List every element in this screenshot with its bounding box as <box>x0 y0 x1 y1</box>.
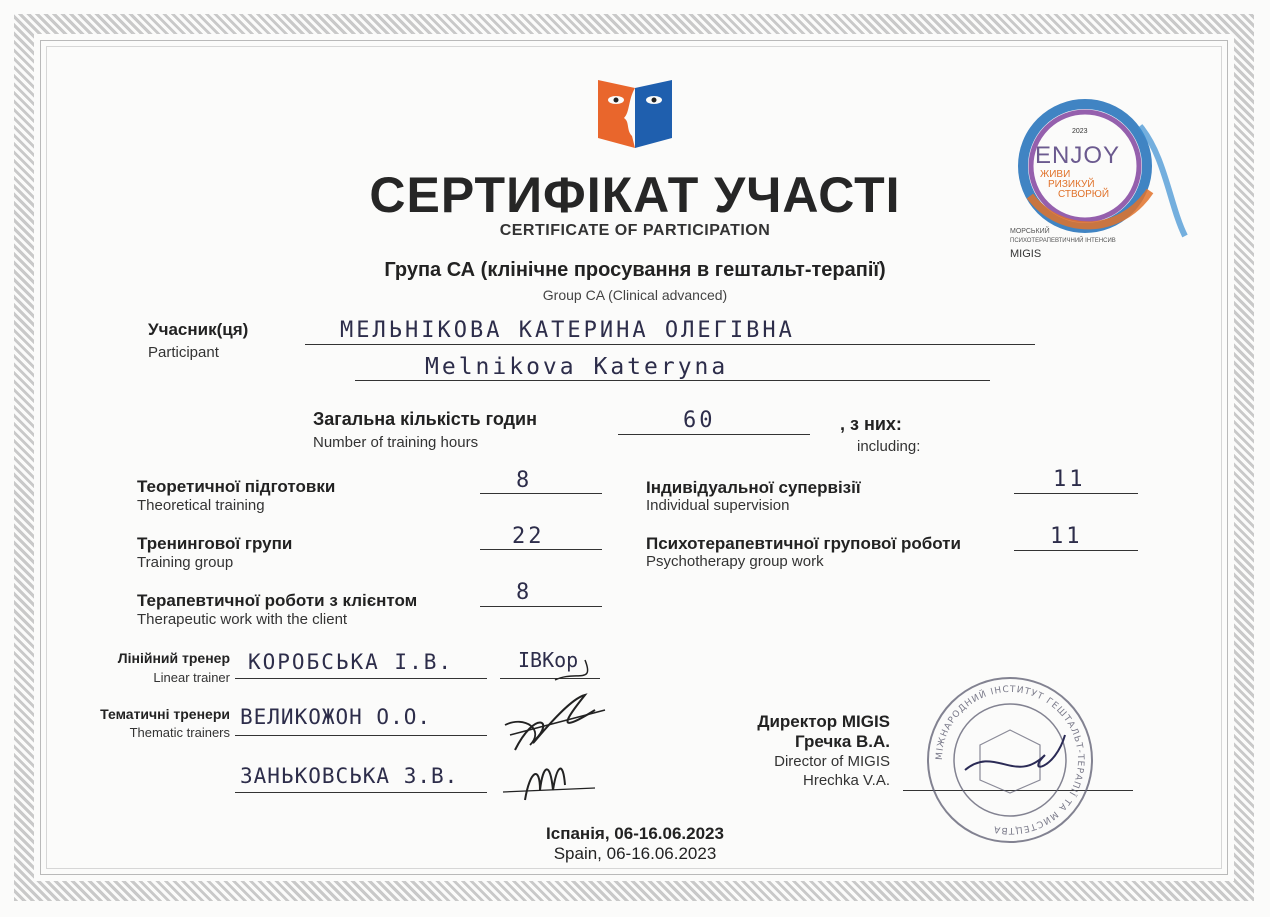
thematic-trainer-line-1 <box>235 735 487 736</box>
badge-caption1: МОРСЬКИЙ <box>1010 228 1050 235</box>
linear-trainer-label-en: Linear trainer <box>153 670 230 685</box>
event-place-date-ua: Іспанія, 06-16.06.2023 <box>546 824 724 843</box>
theory-label-ua: Теоретичної підготовки <box>137 477 336 496</box>
trainer-signatures <box>495 640 625 820</box>
participant-name-ua: МЕЛЬНІКОВА КАТЕРИНА ОЛЕГІВНА <box>340 318 795 343</box>
client-work-label-en: Therapeutic work with the client <box>137 611 348 628</box>
group-work-label-ua: Психотерапевтичної групової роботи <box>646 534 961 553</box>
client-work-value: 8 <box>516 580 533 605</box>
linear-trainer-signature: ІВКор <box>518 648 579 672</box>
group-work-value: 11 <box>1050 524 1083 549</box>
director-title-en: Director of MIGIS <box>774 753 890 770</box>
participant-line-2 <box>355 380 990 381</box>
director-title-ua: Директор MIGIS <box>757 712 890 731</box>
badge-line3: СТВОРЮЙ <box>1058 189 1110 200</box>
hours-of-them-en: including: <box>857 438 921 455</box>
badge-caption3: MIGIS <box>1010 248 1042 260</box>
linear-trainer-name: КОРОБСЬКА І.В. <box>248 650 454 674</box>
badge-year: 2023 <box>1072 128 1088 135</box>
theory-value: 8 <box>516 468 533 493</box>
thematic-trainer-name-2: ЗАНЬКОВСЬКА З.В. <box>240 764 459 788</box>
group-work-label-en: Psychotherapy group work <box>646 553 824 570</box>
supervision-label-ua: Індивідуальної супервізії <box>646 478 861 497</box>
director-name-ua: Гречка В.А. <box>795 732 890 751</box>
certificate-title: СЕРТИФІКАТ УЧАСТІ <box>369 167 901 223</box>
linear-trainer-label-ua: Лінійний тренер <box>117 650 230 666</box>
thematic-trainer-line-2 <box>235 792 487 793</box>
certificate-subtitle: CERTIFICATE OF PARTICIPATION <box>499 222 771 239</box>
theory-line <box>480 493 602 494</box>
group-work-line <box>1014 550 1138 551</box>
linear-trainer-line <box>235 678 487 679</box>
training-group-line <box>480 549 602 550</box>
training-group-value: 22 <box>512 524 545 549</box>
hours-value: 60 <box>683 408 716 433</box>
training-group-label-ua: Тренингової групи <box>137 534 293 553</box>
supervision-value: 11 <box>1053 467 1086 492</box>
group-name-ua: Група СА (клінічне просування в гештальт-терапії) <box>384 259 886 281</box>
badge-line2: РИЗИКУЙ <box>1048 179 1095 190</box>
thematic-trainers-label-ua: Тематичні тренери <box>100 706 230 722</box>
participant-name-en: Melnikova Kateryna <box>425 354 729 380</box>
hours-line <box>618 434 810 435</box>
badge-word: ENJOY <box>1035 142 1121 169</box>
theory-label-en: Theoretical training <box>137 497 265 514</box>
hours-of-them-ua: , з них: <box>840 414 902 434</box>
badge-line1: ЖИВИ <box>1040 169 1071 180</box>
book-face-logo <box>590 78 680 150</box>
participant-line-1 <box>305 344 1035 345</box>
hours-label-ua: Загальна кількість годин <box>313 409 537 429</box>
hours-label-en: Number of training hours <box>313 434 479 451</box>
participant-label-ua: Учасник(ця) <box>148 320 249 339</box>
thematic-trainers-label-en: Thematic trainers <box>129 725 230 740</box>
client-work-line <box>480 606 602 607</box>
badge-caption2: ПСИХОТЕРАПЕВТИЧНИЙ ІНТЕНСИВ <box>1010 238 1116 244</box>
group-name-en: Group CA (Clinical advanced) <box>542 287 728 303</box>
training-group-label-en: Training group <box>137 554 234 571</box>
participant-label-en: Participant <box>148 344 219 361</box>
thematic-trainer-name-1: ВЕЛИКОЖОН О.О. <box>240 705 432 729</box>
institute-stamp <box>925 675 1095 845</box>
svg-text:МІЖНАРОДНИЙ ІНСТИТУТ ГЕШТАЛЬТ-: МІЖНАРОДНИЙ ІНСТИТУТ ГЕШТАЛЬТ-ТЕРАПІЇ ТА МИСТЕЦТВА <box>934 684 1086 836</box>
event-place-date-en: Spain, 06-16.06.2023 <box>553 844 717 863</box>
supervision-line <box>1014 493 1138 494</box>
client-work-label-ua: Терапевтичної роботи з клієнтом <box>137 591 418 610</box>
supervision-label-en: Individual supervision <box>646 497 790 514</box>
director-name-en: Hrechka V.A. <box>803 772 890 789</box>
